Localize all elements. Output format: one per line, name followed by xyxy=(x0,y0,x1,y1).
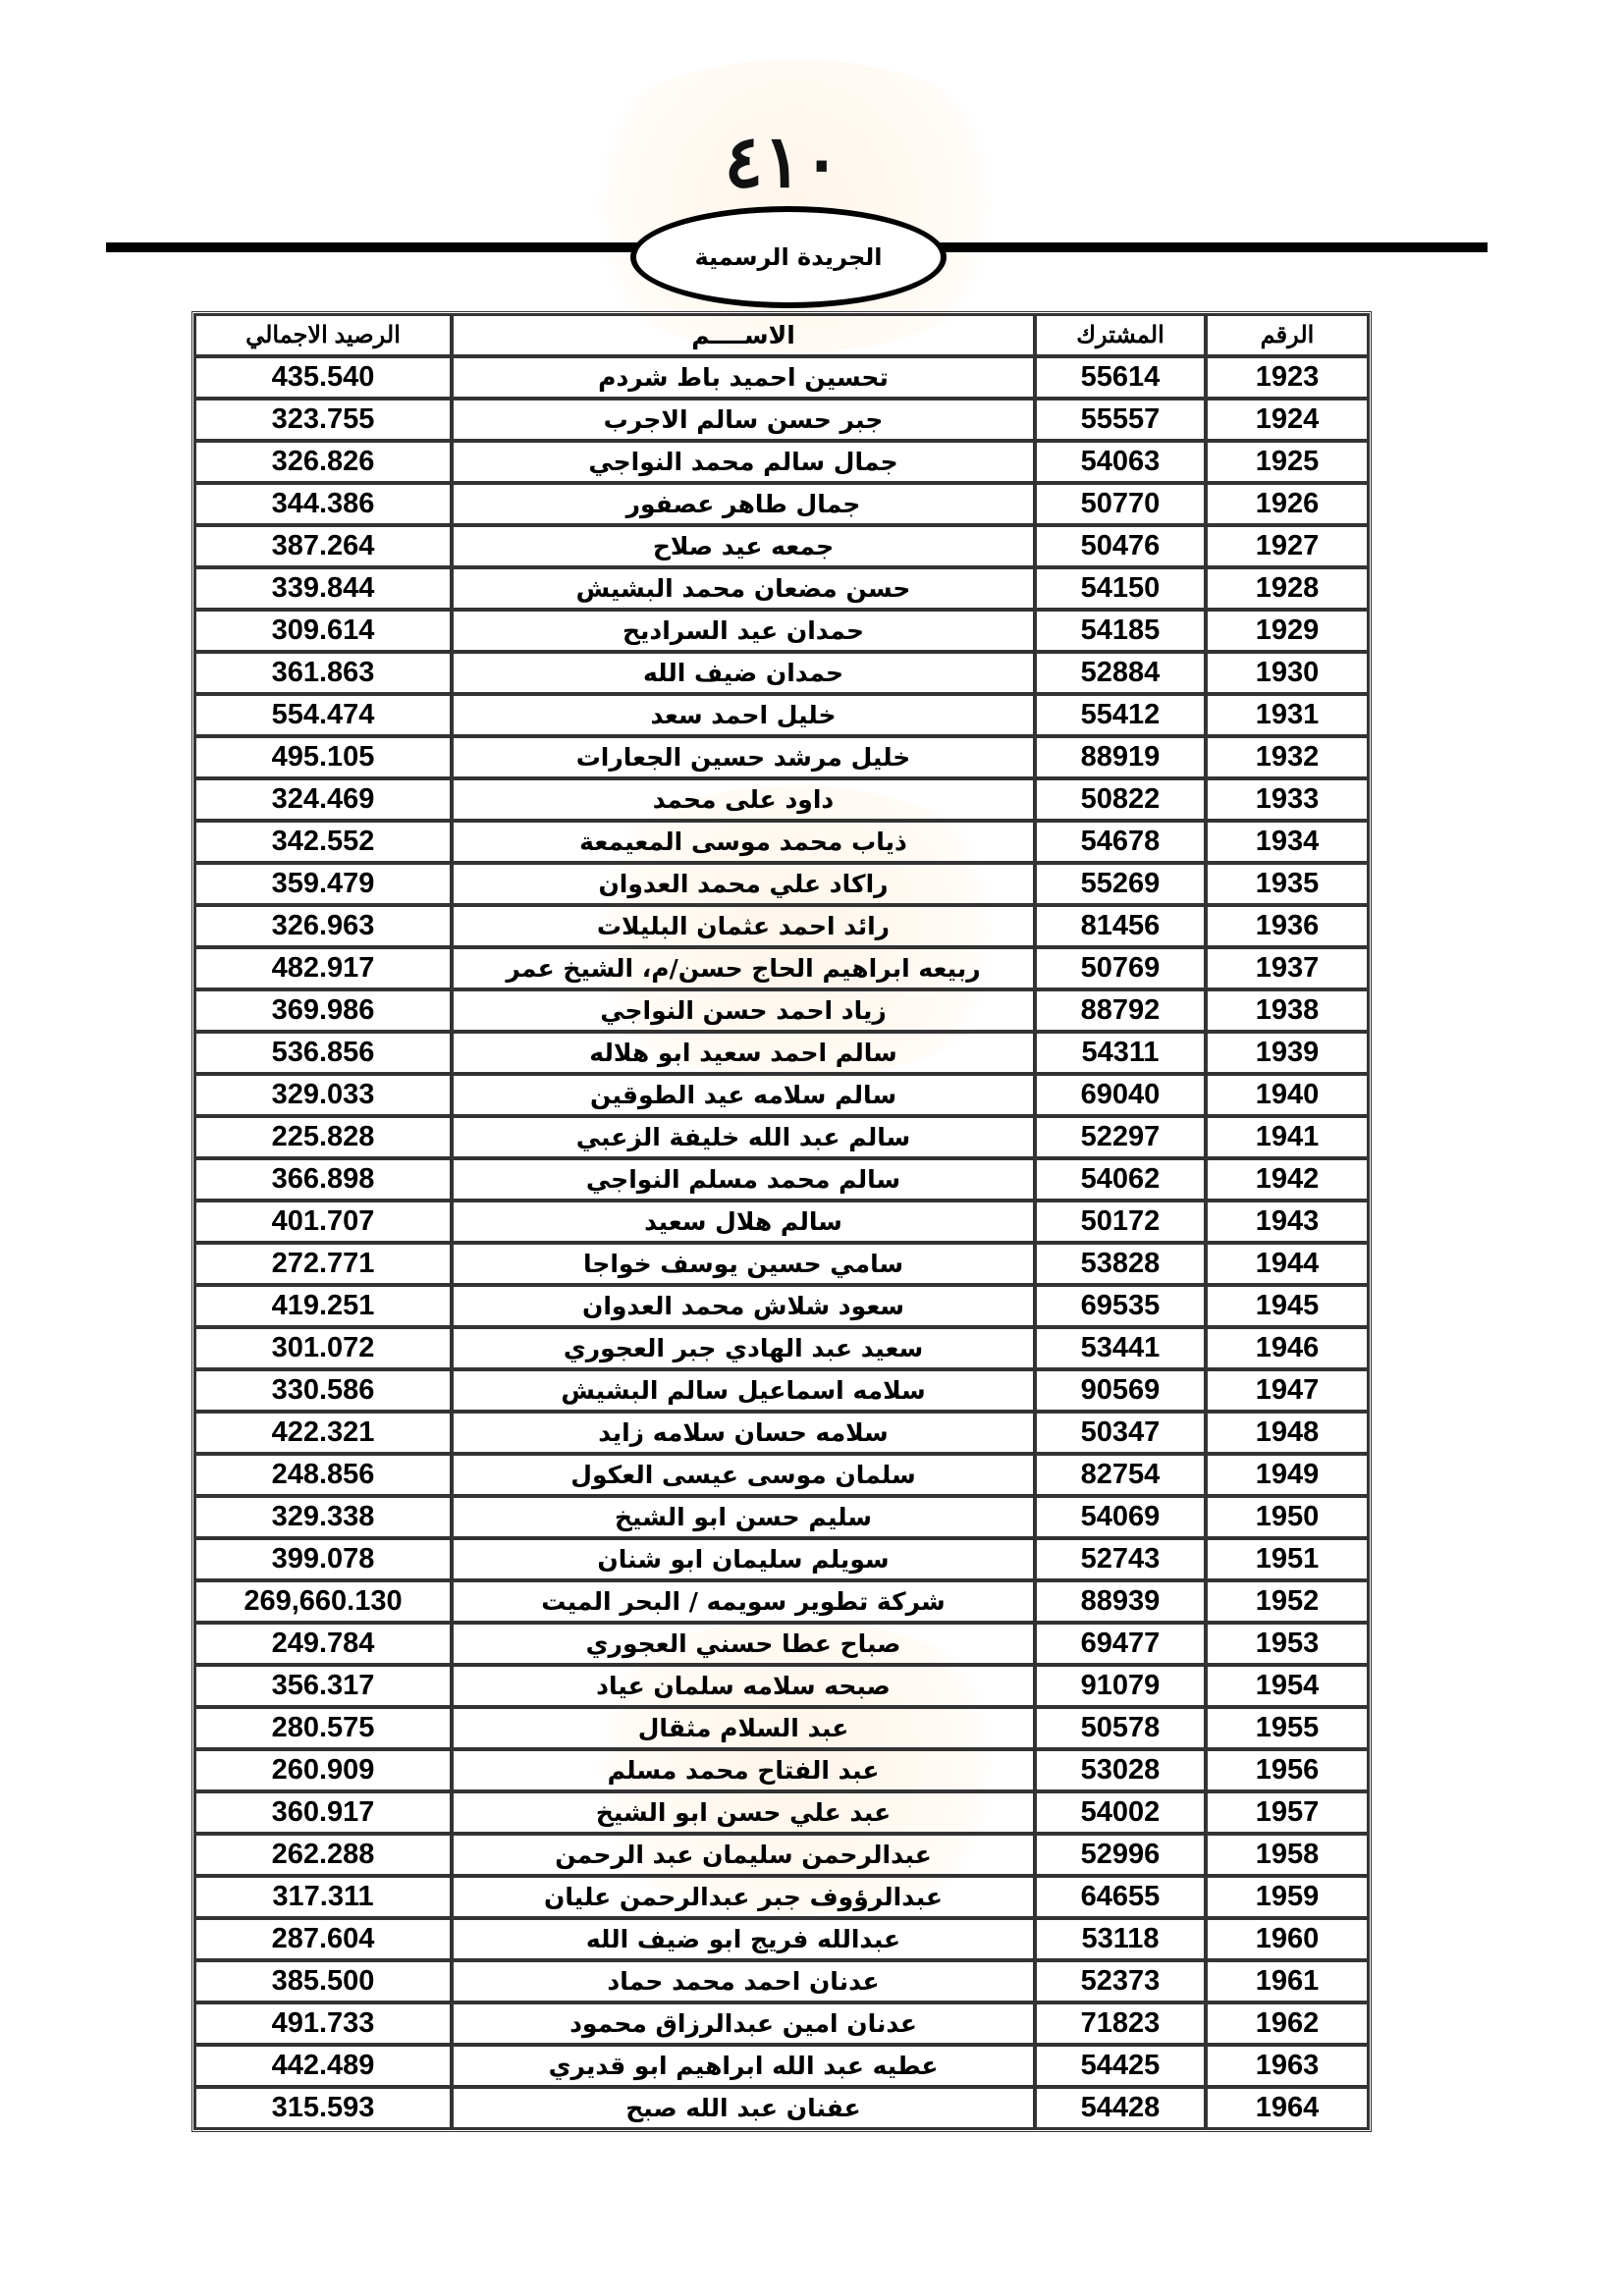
column-header-number: الرقم xyxy=(1206,314,1369,356)
row-number-cell: 1925 xyxy=(1206,441,1369,483)
name-cell: ربيعه ابراهيم الحاج حسن/م، الشيخ عمر xyxy=(452,947,1035,989)
table-row xyxy=(194,1074,1369,1116)
total-balance-cell: 329.338 xyxy=(194,1496,452,1538)
name-cell: صبحه سلامه سلمان عياد xyxy=(452,1665,1035,1707)
name-cell: سالم محمد مسلم النواجي xyxy=(452,1158,1035,1201)
table-row xyxy=(194,736,1369,778)
row-number-cell: 1942 xyxy=(1206,1158,1369,1201)
subscriber-id-cell: 55269 xyxy=(1035,863,1206,905)
total-balance-cell: 330.586 xyxy=(194,1369,452,1412)
subscriber-id-cell: 50578 xyxy=(1035,1707,1206,1749)
row-number-cell: 1940 xyxy=(1206,1074,1369,1116)
subscriber-id-cell: 64655 xyxy=(1035,1876,1206,1918)
name-cell: سلامه حسان سلامه زايد xyxy=(452,1412,1035,1454)
row-number-cell: 1957 xyxy=(1206,1791,1369,1834)
total-balance-cell: 301.072 xyxy=(194,1327,452,1369)
total-balance-cell: 385.500 xyxy=(194,1960,452,2002)
row-number-cell: 1954 xyxy=(1206,1665,1369,1707)
row-number-cell: 1929 xyxy=(1206,610,1369,652)
total-balance-cell: 249.784 xyxy=(194,1623,452,1665)
table-row xyxy=(194,947,1369,989)
table-row xyxy=(194,2045,1369,2087)
table-row xyxy=(194,1412,1369,1454)
name-cell: جمعه عيد صلاح xyxy=(452,525,1035,567)
total-balance-cell: 356.317 xyxy=(194,1665,452,1707)
row-number-cell: 1930 xyxy=(1206,652,1369,694)
row-number-cell: 1949 xyxy=(1206,1454,1369,1496)
name-cell: جبر حسن سالم الاجرب xyxy=(452,399,1035,441)
table-row xyxy=(194,905,1369,947)
row-number-cell: 1958 xyxy=(1206,1834,1369,1876)
table-row xyxy=(194,1243,1369,1285)
name-cell: سلمان موسى عيسى العكول xyxy=(452,1454,1035,1496)
publication-title: الجريدة الرسمية xyxy=(694,243,883,271)
table-row xyxy=(194,1707,1369,1749)
name-cell: تحسين احميد باط شردم xyxy=(452,356,1035,399)
total-balance-cell: 495.105 xyxy=(194,736,452,778)
total-balance-cell: 329.033 xyxy=(194,1074,452,1116)
row-number-cell: 1923 xyxy=(1206,356,1369,399)
total-balance-cell: 225.828 xyxy=(194,1116,452,1158)
row-number-cell: 1952 xyxy=(1206,1580,1369,1623)
total-balance-cell: 359.479 xyxy=(194,863,452,905)
row-number-cell: 1956 xyxy=(1206,1749,1369,1791)
name-cell: سامي حسين يوسف خواجا xyxy=(452,1243,1035,1285)
table-row xyxy=(194,2002,1369,2045)
publication-badge xyxy=(630,206,947,308)
subscriber-id-cell: 69040 xyxy=(1035,1074,1206,1116)
total-balance-cell: 554.474 xyxy=(194,694,452,736)
subscriber-id-cell: 54678 xyxy=(1035,821,1206,863)
total-balance-cell: 287.604 xyxy=(194,1918,452,1960)
name-cell: حسن مضعان محمد البشيش xyxy=(452,567,1035,610)
table-row xyxy=(194,1791,1369,1834)
subscriber-id-cell: 54428 xyxy=(1035,2087,1206,2129)
table-row xyxy=(194,567,1369,610)
name-cell: صباح عطا حسني العجوري xyxy=(452,1623,1035,1665)
name-cell: حمدان ضيف الله xyxy=(452,652,1035,694)
table-row xyxy=(194,399,1369,441)
row-number-cell: 1935 xyxy=(1206,863,1369,905)
total-balance-cell: 344.386 xyxy=(194,483,452,525)
total-balance-cell: 482.917 xyxy=(194,947,452,989)
name-cell: سالم سلامه عيد الطوقين xyxy=(452,1074,1035,1116)
total-balance-cell: 442.489 xyxy=(194,2045,452,2087)
total-balance-cell: 315.593 xyxy=(194,2087,452,2129)
total-balance-cell: 324.469 xyxy=(194,778,452,821)
row-number-cell: 1924 xyxy=(1206,399,1369,441)
subscriber-id-cell: 54002 xyxy=(1035,1791,1206,1834)
column-header-name: الاســــم xyxy=(452,314,1035,356)
total-balance-cell: 317.311 xyxy=(194,1876,452,1918)
total-balance-cell: 401.707 xyxy=(194,1201,452,1243)
row-number-cell: 1951 xyxy=(1206,1538,1369,1580)
total-balance-cell: 399.078 xyxy=(194,1538,452,1580)
row-number-cell: 1941 xyxy=(1206,1116,1369,1158)
total-balance-cell: 491.733 xyxy=(194,2002,452,2045)
subscriber-id-cell: 54063 xyxy=(1035,441,1206,483)
row-number-cell: 1961 xyxy=(1206,1960,1369,2002)
subscriber-id-cell: 88792 xyxy=(1035,989,1206,1032)
name-cell: سعود شلاش محمد العدوان xyxy=(452,1285,1035,1327)
row-number-cell: 1936 xyxy=(1206,905,1369,947)
table-row xyxy=(194,610,1369,652)
subscriber-id-cell: 53028 xyxy=(1035,1749,1206,1791)
name-cell: عبد الفتاح محمد مسلم xyxy=(452,1749,1035,1791)
row-number-cell: 1963 xyxy=(1206,2045,1369,2087)
row-number-cell: 1955 xyxy=(1206,1707,1369,1749)
subscriber-id-cell: 81456 xyxy=(1035,905,1206,947)
subscriber-id-cell: 53828 xyxy=(1035,1243,1206,1285)
table-row xyxy=(194,1749,1369,1791)
row-number-cell: 1938 xyxy=(1206,989,1369,1032)
name-cell: حمدان عيد السراديح xyxy=(452,610,1035,652)
row-number-cell: 1944 xyxy=(1206,1243,1369,1285)
subscriber-id-cell: 52743 xyxy=(1035,1538,1206,1580)
table-row xyxy=(194,2087,1369,2129)
page-number: ٤١٠ xyxy=(724,120,841,204)
table-row xyxy=(194,989,1369,1032)
total-balance-cell: 422.321 xyxy=(194,1412,452,1454)
table-row xyxy=(194,863,1369,905)
row-number-cell: 1933 xyxy=(1206,778,1369,821)
table-row xyxy=(194,821,1369,863)
row-number-cell: 1926 xyxy=(1206,483,1369,525)
name-cell: عبدالله فريج ابو ضيف الله xyxy=(452,1918,1035,1960)
subscriber-id-cell: 50770 xyxy=(1035,483,1206,525)
row-number-cell: 1953 xyxy=(1206,1623,1369,1665)
name-cell: عبد علي حسن ابو الشيخ xyxy=(452,1791,1035,1834)
table-row xyxy=(194,1876,1369,1918)
name-cell: عبدالرؤوف جبر عبدالرحمن عليان xyxy=(452,1876,1035,1918)
table-row xyxy=(194,1032,1369,1074)
name-cell: ذياب محمد موسى المعيمعة xyxy=(452,821,1035,863)
subscriber-id-cell: 88939 xyxy=(1035,1580,1206,1623)
name-cell: عدنان امين عبدالرزاق محمود xyxy=(452,2002,1035,2045)
row-number-cell: 1927 xyxy=(1206,525,1369,567)
name-cell: خليل احمد سعد xyxy=(452,694,1035,736)
row-number-cell: 1960 xyxy=(1206,1918,1369,1960)
row-number-cell: 1959 xyxy=(1206,1876,1369,1918)
name-cell: خليل مرشد حسين الجعارات xyxy=(452,736,1035,778)
table-row xyxy=(194,1285,1369,1327)
table-header-row xyxy=(194,314,1369,356)
table-row xyxy=(194,1918,1369,1960)
row-number-cell: 1943 xyxy=(1206,1201,1369,1243)
total-balance-cell: 536.856 xyxy=(194,1032,452,1074)
row-number-cell: 1946 xyxy=(1206,1327,1369,1369)
table-row xyxy=(194,356,1369,399)
table-row xyxy=(194,483,1369,525)
subscriber-id-cell: 52996 xyxy=(1035,1834,1206,1876)
name-cell: سليم حسن ابو الشيخ xyxy=(452,1496,1035,1538)
row-number-cell: 1934 xyxy=(1206,821,1369,863)
name-cell: جمال سالم محمد النواجي xyxy=(452,441,1035,483)
table-row xyxy=(194,1580,1369,1623)
name-cell: جمال طاهر عصفور xyxy=(452,483,1035,525)
total-balance-cell: 366.898 xyxy=(194,1158,452,1201)
total-balance-cell: 272.771 xyxy=(194,1243,452,1285)
subscriber-id-cell: 55412 xyxy=(1035,694,1206,736)
total-balance-cell: 309.614 xyxy=(194,610,452,652)
total-balance-cell: 326.826 xyxy=(194,441,452,483)
name-cell: عفنان عبد الله صبح xyxy=(452,2087,1035,2129)
subscriber-id-cell: 54425 xyxy=(1035,2045,1206,2087)
subscriber-id-cell: 54062 xyxy=(1035,1158,1206,1201)
subscriber-id-cell: 50822 xyxy=(1035,778,1206,821)
table-row xyxy=(194,1834,1369,1876)
total-balance-cell: 435.540 xyxy=(194,356,452,399)
name-cell: عبد السلام مثقال xyxy=(452,1707,1035,1749)
total-balance-cell: 326.963 xyxy=(194,905,452,947)
subscriber-id-cell: 50476 xyxy=(1035,525,1206,567)
subscriber-id-cell: 50172 xyxy=(1035,1201,1206,1243)
name-cell: عبدالرحمن سليمان عبد الرحمن xyxy=(452,1834,1035,1876)
name-cell: رائد احمد عثمان البليلات xyxy=(452,905,1035,947)
name-cell: سويلم سليمان ابو شنان xyxy=(452,1538,1035,1580)
subscriber-id-cell: 54311 xyxy=(1035,1032,1206,1074)
subscriber-id-cell: 71823 xyxy=(1035,2002,1206,2045)
name-cell: سالم احمد سعيد ابو هلاله xyxy=(452,1032,1035,1074)
subscriber-id-cell: 54185 xyxy=(1035,610,1206,652)
total-balance-cell: 387.264 xyxy=(194,525,452,567)
name-cell: عطيه عبد الله ابراهيم ابو قديري xyxy=(452,2045,1035,2087)
total-balance-cell: 260.909 xyxy=(194,1749,452,1791)
column-header-subscriber: المشترك xyxy=(1035,314,1206,356)
table-row xyxy=(194,1158,1369,1201)
row-number-cell: 1931 xyxy=(1206,694,1369,736)
subscriber-id-cell: 52297 xyxy=(1035,1116,1206,1158)
name-cell: داود على محمد xyxy=(452,778,1035,821)
subscriber-id-cell: 91079 xyxy=(1035,1665,1206,1707)
total-balance-cell: 369.986 xyxy=(194,989,452,1032)
row-number-cell: 1950 xyxy=(1206,1496,1369,1538)
subscriber-id-cell: 88919 xyxy=(1035,736,1206,778)
table-row xyxy=(194,525,1369,567)
name-cell: راكاد علي محمد العدوان xyxy=(452,863,1035,905)
total-balance-cell: 269,660.130 xyxy=(194,1580,452,1623)
row-number-cell: 1937 xyxy=(1206,947,1369,989)
subscriber-id-cell: 69535 xyxy=(1035,1285,1206,1327)
total-balance-cell: 262.288 xyxy=(194,1834,452,1876)
row-number-cell: 1928 xyxy=(1206,567,1369,610)
total-balance-cell: 280.575 xyxy=(194,1707,452,1749)
subscriber-id-cell: 54150 xyxy=(1035,567,1206,610)
name-cell: سعيد عبد الهادي جبر العجوري xyxy=(452,1327,1035,1369)
table-row xyxy=(194,1623,1369,1665)
subscriber-id-cell: 52373 xyxy=(1035,1960,1206,2002)
column-header-balance: الرصيد الاجمالي xyxy=(194,314,452,356)
name-cell: سالم عبد الله خليفة الزعبي xyxy=(452,1116,1035,1158)
row-number-cell: 1939 xyxy=(1206,1032,1369,1074)
subscriber-id-cell: 52884 xyxy=(1035,652,1206,694)
row-number-cell: 1962 xyxy=(1206,2002,1369,2045)
subscriber-id-cell: 55557 xyxy=(1035,399,1206,441)
row-number-cell: 1964 xyxy=(1206,2087,1369,2129)
subscriber-id-cell: 90569 xyxy=(1035,1369,1206,1412)
name-cell: سالم هلال سعيد xyxy=(452,1201,1035,1243)
name-cell: سلامه اسماعيل سالم البشيش xyxy=(452,1369,1035,1412)
table-row xyxy=(194,1201,1369,1243)
subscriber-id-cell: 69477 xyxy=(1035,1623,1206,1665)
total-balance-cell: 339.844 xyxy=(194,567,452,610)
total-balance-cell: 360.917 xyxy=(194,1791,452,1834)
table-row xyxy=(194,441,1369,483)
subscriber-id-cell: 53441 xyxy=(1035,1327,1206,1369)
table-row xyxy=(194,778,1369,821)
total-balance-cell: 361.863 xyxy=(194,652,452,694)
table-row xyxy=(194,1327,1369,1369)
name-cell: شركة تطوير سويمه / البحر الميت xyxy=(452,1580,1035,1623)
table-row xyxy=(194,694,1369,736)
subscriber-id-cell: 50769 xyxy=(1035,947,1206,989)
total-balance-cell: 342.552 xyxy=(194,821,452,863)
subscriber-id-cell: 82754 xyxy=(1035,1454,1206,1496)
subscriber-id-cell: 53118 xyxy=(1035,1918,1206,1960)
table-row xyxy=(194,1116,1369,1158)
subscriber-id-cell: 55614 xyxy=(1035,356,1206,399)
total-balance-cell: 248.856 xyxy=(194,1454,452,1496)
table-row xyxy=(194,652,1369,694)
table-row xyxy=(194,1454,1369,1496)
subscriber-id-cell: 50347 xyxy=(1035,1412,1206,1454)
table-row xyxy=(194,1960,1369,2002)
table-row xyxy=(194,1538,1369,1580)
row-number-cell: 1947 xyxy=(1206,1369,1369,1412)
balances-table xyxy=(191,311,1372,2132)
table-row xyxy=(194,1369,1369,1412)
total-balance-cell: 419.251 xyxy=(194,1285,452,1327)
row-number-cell: 1948 xyxy=(1206,1412,1369,1454)
name-cell: زياد احمد حسن النواجي xyxy=(452,989,1035,1032)
name-cell: عدنان احمد محمد حماد xyxy=(452,1960,1035,2002)
row-number-cell: 1932 xyxy=(1206,736,1369,778)
row-number-cell: 1945 xyxy=(1206,1285,1369,1327)
table-row xyxy=(194,1496,1369,1538)
table-row xyxy=(194,1665,1369,1707)
total-balance-cell: 323.755 xyxy=(194,399,452,441)
subscriber-id-cell: 54069 xyxy=(1035,1496,1206,1538)
